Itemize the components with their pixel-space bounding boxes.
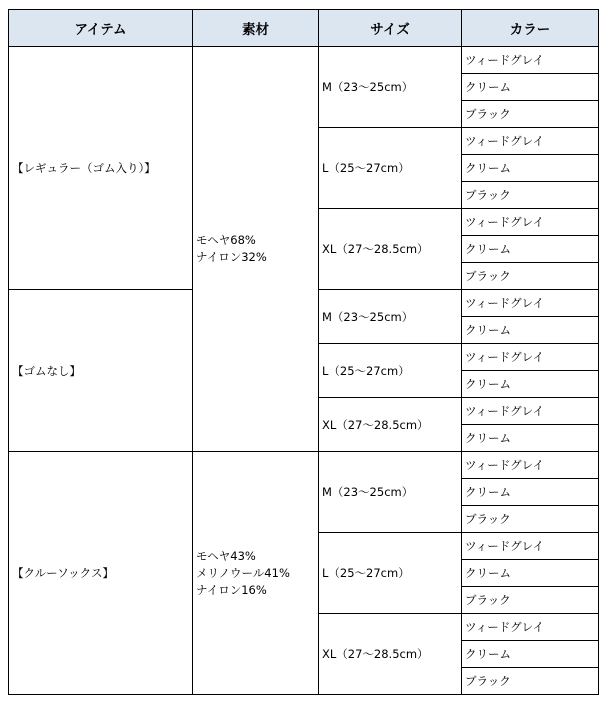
color-cell: ツィードグレイ: [462, 533, 599, 560]
product-table: [8, 9, 599, 695]
color-cell: ツィードグレイ: [462, 614, 599, 641]
color-cell: ツィードグレイ: [462, 128, 599, 155]
color-cell: クリーム: [462, 641, 599, 668]
header-color: カラー: [462, 10, 599, 47]
color-cell: ツィードグレイ: [462, 344, 599, 371]
color-cell: ツィードグレイ: [462, 209, 599, 236]
material-line: ナイロン16%: [196, 582, 267, 597]
size-cell: M（23～25cm）: [319, 452, 462, 533]
size-cell: XL（27～28.5cm）: [319, 614, 462, 695]
color-cell: クリーム: [462, 74, 599, 101]
header-item: アイテム: [9, 10, 193, 47]
color-cell: ブラック: [462, 101, 599, 128]
item-name: 【ゴムなし】: [9, 290, 193, 452]
color-cell: クリーム: [462, 236, 599, 263]
item-material: [193, 47, 319, 452]
color-cell: ブラック: [462, 263, 599, 290]
size-cell: L（25～27cm）: [319, 128, 462, 209]
color-cell: クリーム: [462, 371, 599, 398]
item-name: 【レギュラー（ゴム入り）】: [9, 47, 193, 290]
color-cell: ツィードグレイ: [462, 47, 599, 74]
color-cell: クリーム: [462, 317, 599, 344]
size-cell: M（23～25cm）: [319, 290, 462, 344]
color-cell: ブラック: [462, 182, 599, 209]
material-line: メリノウール41%: [196, 565, 290, 580]
size-cell: L（25～27cm）: [319, 533, 462, 614]
color-cell: ツィードグレイ: [462, 452, 599, 479]
color-cell: ツィードグレイ: [462, 290, 599, 317]
color-cell: クリーム: [462, 560, 599, 587]
material-line: ナイロン32%: [196, 250, 267, 264]
material-line: モヘヤ43%: [196, 548, 256, 563]
header-material: 素材: [193, 10, 319, 47]
item-material: [193, 452, 319, 695]
table-row: [9, 452, 599, 479]
size-cell: XL（27～28.5cm）: [319, 209, 462, 290]
table-row: [9, 47, 599, 74]
color-cell: ブラック: [462, 587, 599, 614]
material-line: モヘヤ68%: [196, 233, 256, 247]
color-cell: クリーム: [462, 425, 599, 452]
size-cell: L（25～27cm）: [319, 344, 462, 398]
header-size: サイズ: [319, 10, 462, 47]
color-cell: ブラック: [462, 668, 599, 695]
header-row: [9, 10, 599, 47]
color-cell: ツィードグレイ: [462, 398, 599, 425]
size-cell: XL（27～28.5cm）: [319, 398, 462, 452]
size-cell: M（23～25cm）: [319, 47, 462, 128]
item-name: 【クルーソックス】: [9, 452, 193, 695]
color-cell: ブラック: [462, 506, 599, 533]
color-cell: クリーム: [462, 479, 599, 506]
color-cell: クリーム: [462, 155, 599, 182]
